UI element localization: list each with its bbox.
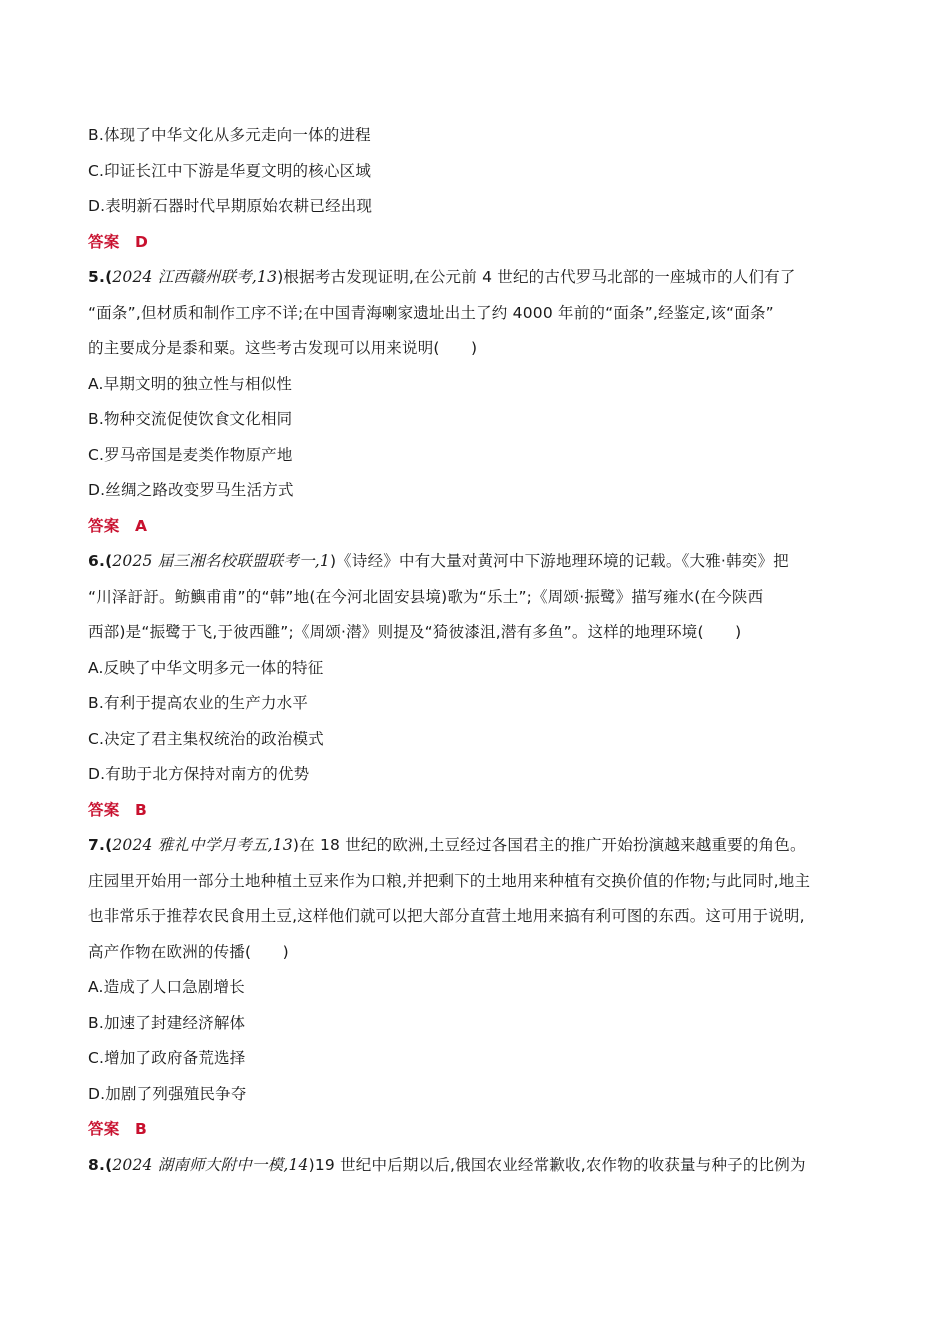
q4-answer-label: 答案 xyxy=(88,232,120,251)
q5-option-a: A.早期文明的独立性与相似性 xyxy=(88,374,293,393)
q5-stem-rest: )根据考古发现证明,在公元前 4 世纪的古代罗马北部的一座城市的人们有了 xyxy=(277,268,796,286)
q6-option-c: C.决定了君主集权统治的政治模式 xyxy=(88,729,324,748)
q5-answer-value: A xyxy=(135,516,148,535)
q6-option-d: D.有助于北方保持对南方的优势 xyxy=(88,765,310,783)
q5-answer xyxy=(88,509,868,545)
q7-option-a: A.造成了人口急剧增长 xyxy=(88,978,245,996)
q5-stem-line-3: 的主要成分是黍和粟。这些考古发现可以用来说明( ) xyxy=(88,339,478,357)
q4-answer xyxy=(88,225,868,261)
q4-answer-value: D xyxy=(135,232,149,251)
q6-answer-value: B xyxy=(135,800,148,819)
q4-option-c: C.印证长江中下游是华夏文明的核心区域 xyxy=(88,161,372,180)
q5-stem-line-2: “面条”,但材质和制作工序不详;在中国青海喇家遗址出土了约 4000 年前的“面条”,经鉴定,该“面条” xyxy=(88,303,774,322)
q7-source: 2024 雅礼中学月考五,13 xyxy=(112,836,293,854)
q6-option-a: A.反映了中华文明多元一体的特征 xyxy=(88,658,324,677)
q7-stem-line-2: 庄园里开始用一部分土地种植土豆来作为口粮,并把剩下的土地用来种植有交换价值的作物;与此同时,地主 xyxy=(88,871,811,890)
q5-source: 2024 江西赣州联考,13 xyxy=(112,268,278,286)
q7-stem-line-4: 高产作物在欧洲的传播( ) xyxy=(88,942,289,961)
q7-answer-value: B xyxy=(135,1120,148,1138)
q5-answer-label: 答案 xyxy=(88,516,120,535)
q7-stem-line-1 xyxy=(88,828,868,864)
q5-option-c: C.罗马帝国是麦类作物原产地 xyxy=(88,445,293,464)
q7-option-b: B.加速了封建经济解体 xyxy=(88,1013,246,1032)
q7-answer xyxy=(88,1112,868,1148)
q4-option-d: D.表明新石器时代早期原始农耕已经出现 xyxy=(88,197,373,215)
q8-stem-rest: )19 世纪中后期以后,俄国农业经常歉收,农作物的收获量与种子的比例为 xyxy=(308,1155,806,1174)
q5-option-d: D.丝绸之路改变罗马生活方式 xyxy=(88,481,294,499)
q7-stem-line-3: 也非常乐于推荐农民食用土豆,这样他们就可以把大部分直营土地用来搞有利可图的东西。这可用于说明, xyxy=(88,907,805,925)
q8-source: 2024 湖南师大附中一模,14 xyxy=(112,1155,309,1174)
q6-number: 6.( xyxy=(88,552,113,570)
q6-stem-line-3: 西部)是“振鹭于飞,于彼西雝”;《周颂·潜》则提及“猗彼漆沮,潜有多鱼”。这样的地理环境( ) xyxy=(88,623,742,641)
q6-answer-label: 答案 xyxy=(88,800,120,819)
q6-stem-line-1 xyxy=(88,544,868,580)
q7-number: 7.( xyxy=(88,836,113,854)
q8-number: 8.( xyxy=(88,1155,113,1174)
q7-stem-rest: )在 18 世纪的欧洲,土豆经过各国君主的推广开始扮演越来越重要的角色。 xyxy=(292,836,806,854)
q7-answer-label: 答案 xyxy=(88,1120,120,1138)
q6-stem-line-2: “川泽訏訏。鲂鱮甫甫”的“韩”地(在今河北固安县境)歌为“乐土”;《周颂·振鹭》描写雍水(在今陕西 xyxy=(88,587,764,606)
q8-stem-line-1 xyxy=(88,1148,868,1184)
q7-option-c: C.增加了政府备荒选择 xyxy=(88,1049,246,1067)
q6-answer xyxy=(88,793,868,829)
q6-stem-rest: )《诗经》中有大量对黄河中下游地理环境的记载。《大雅·韩奕》把 xyxy=(329,552,789,570)
q4-option-b: B.体现了中华文化从多元走向一体的进程 xyxy=(88,126,371,144)
q5-option-b: B.物种交流促使饮食文化相同 xyxy=(88,410,293,428)
q5-number: 5.( xyxy=(88,268,113,286)
q7-option-d: D.加剧了列强殖民争夺 xyxy=(88,1084,247,1103)
document-page xyxy=(88,118,868,1183)
q6-option-b: B.有利于提高农业的生产力水平 xyxy=(88,694,309,712)
q5-stem-line-1 xyxy=(88,260,868,296)
q6-source: 2025 届三湘名校联盟联考一,1 xyxy=(112,552,330,570)
